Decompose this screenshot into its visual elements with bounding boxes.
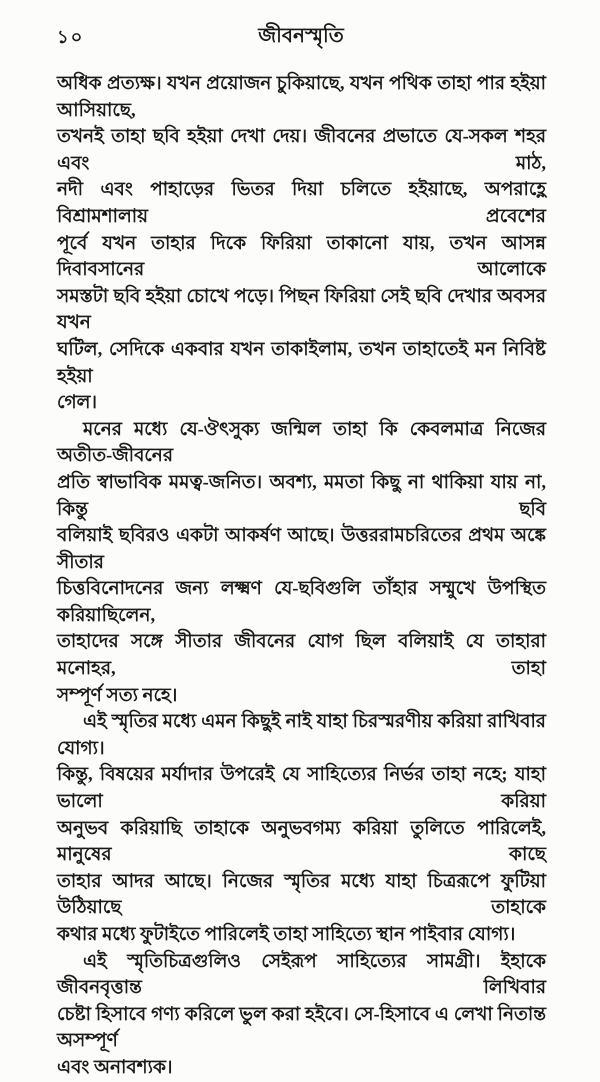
body-text [57, 71, 546, 1082]
page-header [57, 21, 545, 51]
text-line: সমস্তটা ছবি হইয়া চোখে পড়ে। পিছন ফিরিয়া সেই ছবি দেখার অবসর যখন [57, 286, 546, 334]
text-line: সম্পূর্ণ সত্য নহে। [57, 685, 178, 706]
text-line: প্রতি স্বাভাবিক মমত্ব-জনিত। অবশ্য, মমতা কিছু না থাকিয়া যায় না, কিন্তু ছবি [57, 472, 546, 520]
text-line: মনের মধ্যে যে-ঔৎসুক্য জন্মিল তাহা কি কেবলমাত্র নিজের অতীত-জীবনের [57, 419, 546, 467]
text-line: গেল। [57, 393, 98, 414]
paragraph [57, 709, 546, 948]
text-line: নদী এবং পাহাড়ের ভিতর দিয়া চলিতে হইয়াছে, অপরাহ্ণে বিশ্রামশালায় প্রবেশের [57, 180, 546, 227]
page-title: জীবনস্মৃতি [258, 25, 344, 47]
text-line: তাহাদের সঙ্গে সীতার জীবনের যোগ ছিল বলিয়াই যে তাহারা মনোহর, তাহা [57, 632, 546, 680]
text-line: কথার মধ্যে ফুটাইতে পারিলেই তাহা সাহিত্যে স্থান পাইবার যোগ্য। [57, 925, 516, 945]
text-line: অধিক প্রত্যক্ষ। যখন প্রয়োজন চুকিয়াছে, যখন পথিক তাহা পার হইয়া আসিয়াছে, [57, 74, 546, 121]
text-line: পূর্বে যখন তাহার দিকে ফিরিয়া তাকানো যায়, তখন আসন্ন দিবাবসানের আলোকে [57, 233, 546, 281]
text-line: ঘটিল, সেদিকে একবার যখন তাকাইলাম, তখন তাহাতেই মন নিবিষ্ট হইয়া [57, 339, 546, 387]
paragraph [57, 949, 546, 1082]
text-line: তাহার আদর আছে। নিজের স্মৃতির মধ্যে যাহা চিত্ররূপে ফুটিয়া উঠিয়াছে তাহাকে [57, 871, 546, 919]
page-number: ১০ [57, 27, 85, 47]
text-line: বলিয়াই ছবিরও একটা আকর্ষণ আছে। উত্তররামচরিতের প্রথম অঙ্কে সীতার [57, 526, 546, 573]
text-line: তখনই তাহা ছবি হইয়া দেখা দেয়। জীবনের প্রভাতে যে-সকল শহর এবং মাঠ, [57, 127, 546, 174]
text-line: এবং অনাবশ্যক। [57, 1057, 173, 1078]
text-line: অনুভব করিয়াছি তাহাকে অনুভবগম্য করিয়া তুলিতে পারিলেই, মানুষের কাছে [57, 818, 546, 866]
text-line: কিন্তু, বিষয়ের মর্যাদার উপরেই যে সাহিত্যের নির্ভর তাহা নহে; যাহা ভালো করিয়া [57, 765, 546, 813]
paragraph [57, 417, 546, 710]
text-line: এই স্মৃতিচিত্রগুলিও সেইরূপ সাহিত্যের সামগ্রী। ইহাকে জীবনবৃত্তান্ত লিখিবার [57, 951, 546, 999]
text-line: চেষ্টা হিসাবে গণ্য করিলে ভুল করা হইবে। সে-হিসাবে এ লেখা নিতান্ত অসম্পূর্ণ [57, 1004, 546, 1052]
text-line: চিত্তবিনোদনের জন্য লক্ষ্মণ যে-ছবিগুলি তাঁহার সম্মুখে উপস্থিত করিয়াছিলেন, [57, 579, 546, 626]
paragraph [57, 71, 546, 417]
text-line: এই স্মৃতির মধ্যে এমন কিছুই নাই যাহা চিরস্মরণীয় করিয়া রাখিবার যোগ্য। [57, 712, 546, 759]
